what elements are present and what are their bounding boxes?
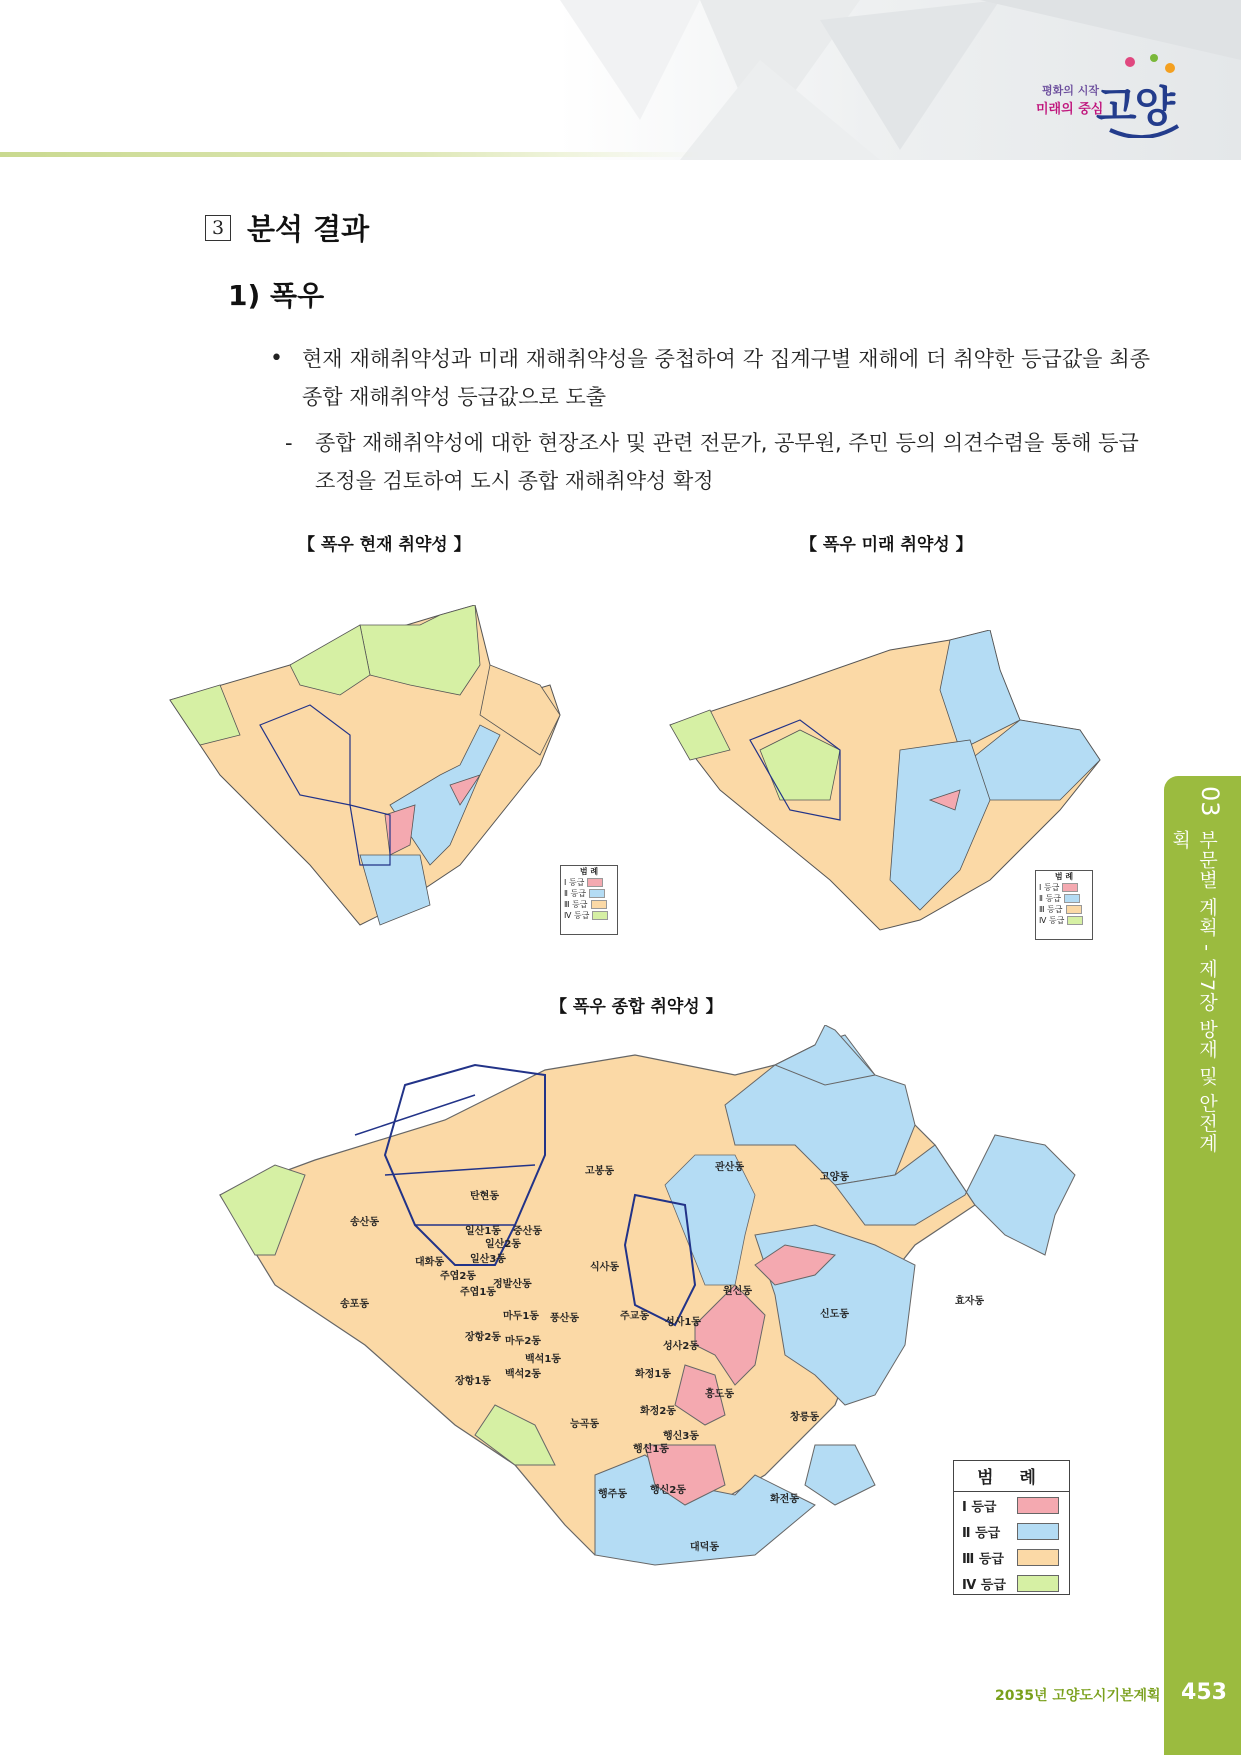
legend-item-grade1 <box>954 1492 1069 1515</box>
map-current-vulnerability <box>160 605 630 935</box>
map-future-legend-item <box>1036 904 1092 915</box>
chapter-title: 부문별 계획 - 제7장 방재 및 안전계획 <box>1169 830 1218 1154</box>
label-baekseok1: 백석1동 <box>525 1354 561 1365</box>
map-future-legend-item <box>1036 915 1092 926</box>
label-hwajeong2: 화정2동 <box>640 1406 676 1417</box>
map-future-legend-label: Ⅲ 등급 <box>1039 905 1063 914</box>
map-future-legend-item <box>1036 882 1092 893</box>
label-daedeok: 대덕동 <box>690 1542 719 1553</box>
label-neunggok: 능곡동 <box>570 1419 599 1430</box>
map-future-legend <box>1035 870 1093 940</box>
bullet-text: 현재 재해취약성과 미래 재해취약성을 중첩하여 각 집계구별 재해에 더 취약한 등급값을 최종 종합 재해취약성 등급값으로 도출 <box>302 347 1150 409</box>
label-sindo: 신도동 <box>820 1309 849 1320</box>
legend-item-grade2 <box>954 1515 1069 1541</box>
label-baekseok2: 백석2동 <box>505 1369 541 1380</box>
bullet-dot: • <box>270 346 283 371</box>
legend-label-grade2: Ⅱ 등급 <box>962 1526 1001 1541</box>
label-gobong: 고봉동 <box>585 1166 614 1177</box>
label-janghang2: 장항2동 <box>465 1332 501 1343</box>
label-songsan: 송산동 <box>350 1217 379 1228</box>
legend-swatch-grade3 <box>1017 1549 1059 1566</box>
map-current-legend-title: 범 례 <box>579 867 599 876</box>
label-songpo: 송포동 <box>340 1299 369 1310</box>
label-jungsan: 중산동 <box>513 1226 542 1237</box>
label-ilsan3: 일산3동 <box>470 1254 506 1265</box>
label-hwajeong1: 화정1동 <box>635 1369 671 1380</box>
label-seongsa2: 성사2동 <box>663 1341 699 1352</box>
label-haengju: 행주동 <box>598 1489 627 1500</box>
label-hyoja: 효자동 <box>955 1296 984 1307</box>
legend-label-grade1: Ⅰ 등급 <box>962 1500 997 1515</box>
page-number: 453 <box>1181 1680 1227 1705</box>
map-current-legend <box>560 865 618 935</box>
section-title: 분석 결과 <box>247 212 370 246</box>
subsection-title: 1) 폭우 <box>228 279 325 312</box>
map-current-legend-label: Ⅱ 등급 <box>564 889 586 898</box>
logo-wordmark: 고양 <box>1096 82 1174 131</box>
map-combined-vulnerability <box>215 1025 1085 1600</box>
dash-text: 종합 재해취약성에 대한 현장조사 및 관련 전문가, 공무원, 주민 등의 의견수렴을 통해 등급 조정을 검토하여 도시 종합 재해취약성 확정 <box>315 431 1139 493</box>
map-current-legend-label: Ⅰ 등급 <box>564 878 585 887</box>
label-madu1: 마두1동 <box>503 1311 539 1322</box>
dash-symbol: - <box>285 431 293 455</box>
label-haengsin2: 행신2동 <box>650 1485 686 1496</box>
label-gwansan: 관산동 <box>715 1162 744 1173</box>
label-haengsin3: 행신3동 <box>663 1431 699 1442</box>
map-current-legend-label: Ⅲ 등급 <box>564 900 588 909</box>
label-seongsa1: 성사1동 <box>665 1317 701 1328</box>
map-current-legend-item <box>561 910 617 921</box>
header-accent-line <box>0 152 700 157</box>
caption-combined: 【 폭우 종합 취약성 】 <box>550 997 723 1017</box>
label-janghang1: 장항1동 <box>455 1376 491 1387</box>
label-pungsan: 풍산동 <box>550 1313 579 1324</box>
caption-current: 【 폭우 현재 취약성 】 <box>298 535 471 555</box>
legend-item-grade4 <box>954 1567 1069 1593</box>
chapter-number: 03 <box>1196 786 1224 817</box>
label-goyang: 고양동 <box>820 1172 849 1183</box>
label-siksa: 식사동 <box>590 1262 619 1273</box>
legend-label-grade4: Ⅳ 등급 <box>962 1578 1006 1593</box>
bullet-paragraph <box>270 340 1150 416</box>
label-jugyo: 주교동 <box>620 1311 649 1322</box>
label-tanhyeon: 탄현동 <box>470 1191 499 1202</box>
label-heungdo: 흥도동 <box>705 1389 734 1400</box>
dash-paragraph <box>285 424 1150 500</box>
map-current-legend-item <box>561 888 617 899</box>
map-current-legend-label: Ⅳ 등급 <box>564 911 590 920</box>
label-haengsin1: 행신1동 <box>633 1444 669 1455</box>
label-changreung: 창릉동 <box>790 1412 819 1423</box>
footer-plan-name: 2035년 고양도시기본계획 <box>995 1688 1161 1704</box>
label-jeongbalsan: 정발산동 <box>493 1279 532 1290</box>
label-wonsin: 원신동 <box>723 1286 752 1297</box>
map-current-legend-item <box>561 877 617 888</box>
map-current-legend-item <box>561 899 617 910</box>
caption-future: 【 폭우 미래 취약성 】 <box>800 535 973 555</box>
goyang-logo <box>1030 48 1180 138</box>
label-ilsan2: 일산2동 <box>485 1239 521 1250</box>
label-ilsan1: 일산1동 <box>465 1226 501 1237</box>
legend-swatch-grade2 <box>1017 1523 1059 1540</box>
legend-title: 범 례 <box>954 1461 1069 1492</box>
section-heading <box>205 207 369 248</box>
legend-swatch-grade1 <box>1017 1497 1059 1514</box>
legend-label-grade3: Ⅲ 등급 <box>962 1552 1004 1567</box>
label-juyeop1: 주엽1동 <box>460 1287 496 1298</box>
section-number: 3 <box>205 215 231 241</box>
map-combined-legend <box>953 1460 1070 1595</box>
map-future-legend-title: 범 례 <box>1054 872 1074 881</box>
label-hwajeon: 화전동 <box>770 1494 799 1505</box>
map-future-legend-item <box>1036 893 1092 904</box>
legend-swatch-grade4 <box>1017 1575 1059 1592</box>
map-future-legend-label: Ⅰ 등급 <box>1039 883 1060 892</box>
logo-motto-line2: 미래의 중심 <box>1036 102 1104 117</box>
logo-motto-line1: 평화의 시작 <box>1042 84 1099 97</box>
map-future-legend-label: Ⅳ 등급 <box>1039 916 1065 925</box>
label-madu2: 마두2동 <box>505 1336 541 1347</box>
label-daehwa: 대화동 <box>415 1257 444 1268</box>
map-future-legend-label: Ⅱ 등급 <box>1039 894 1061 903</box>
label-juyeop2: 주엽2동 <box>440 1271 476 1282</box>
map-future-vulnerability <box>660 630 1130 940</box>
legend-item-grade3 <box>954 1541 1069 1567</box>
